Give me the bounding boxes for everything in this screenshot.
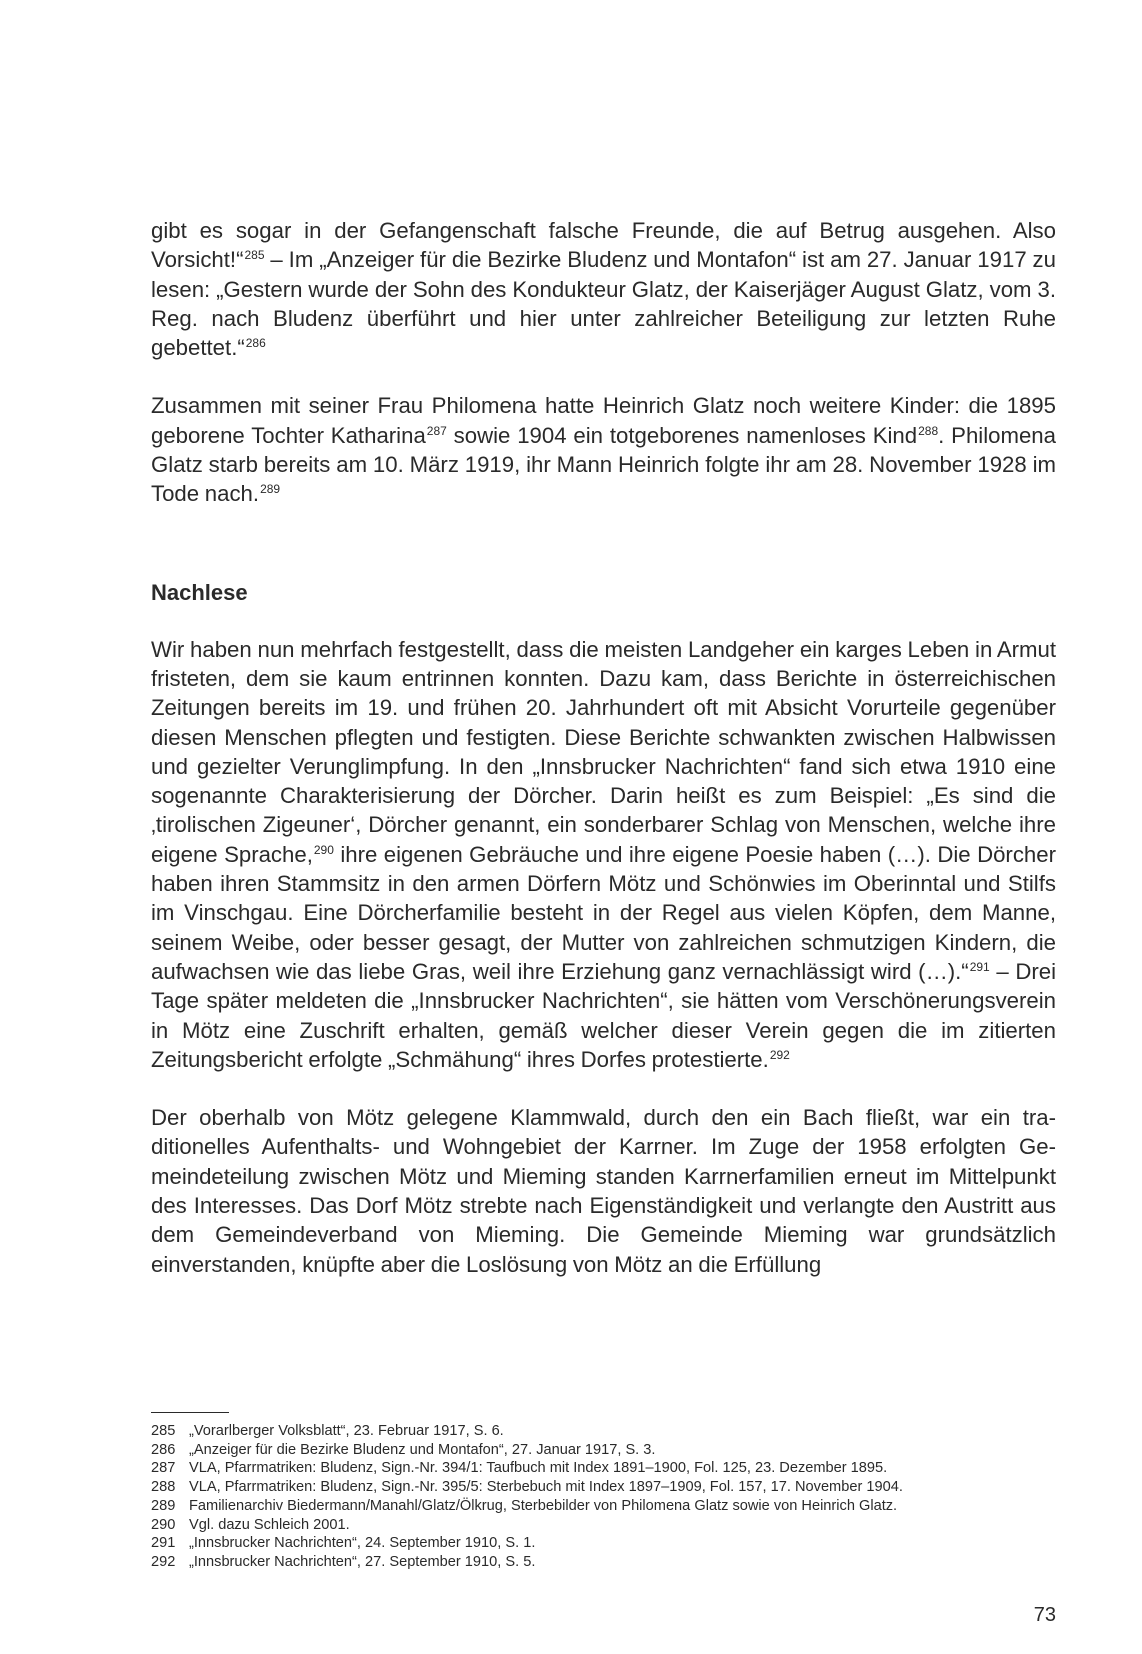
footnote-number: 289 [151, 1497, 176, 1514]
footnote-number: 290 [151, 1516, 176, 1533]
footnote [151, 1534, 1061, 1553]
footnote [151, 1497, 1061, 1516]
footnote [151, 1422, 1061, 1441]
text-run: sowie 1904 ein totgeborenes namenloses Kind [446, 422, 918, 448]
text-run: – Im „Anzeiger für die Bezirke Bludenz und Montafon“ ist am 27. Januar 1917 zu lesen: „Gestern wurde der Sohn des Kondukteur Glatz, der Kaiserjäger August Glatz, vom 3. Reg. nach Bludenz überführt und hier unter zahlreicher Beteiligung zur letzten Ruhe gebettet.“ [151, 247, 1056, 361]
footnote-ref: 291 [969, 959, 990, 974]
footnote-text: Familienarchiv Biedermann/Manahl/Glatz/Ölkrug, Sterbebilder von Philomena Glatz sowie von Heinrich Glatz. [189, 1497, 898, 1514]
text-run: Wir haben nun mehrfach festgestellt, dass die meisten Landgeher ein karges Leben in Armut fristeten, dem sie kaum entrinnen konnten. Dazu kam, dass Berichte in österreichischen Zeitungen bereits im 19. und frühen 20. Jahrhundert oft mit Absicht Vorurteile gegenüber diesen Menschen pflegten und festigten. Diese Berichte schwankten zwischen Halbwissen und gezielter Verunglimpfung. In den „Innsbrucker Nachrichten“ fand sich etwa 1910 eine sogenannte Charakterisierung der Dörcher. Darin heißt es zum Beispiel: „Es sind die ‚tirolischen Zigeuner‘, Dörcher genannt, ein sonderbarer Schlag von Menschen, welche ihre eigene Sprache, [151, 636, 1056, 867]
footnote-text: „Innsbrucker Nachrichten“, 27. September 1910, S. 5. [189, 1553, 536, 1570]
paragraph-3 [151, 635, 1056, 1074]
footnote-text: Vgl. dazu Schleich 2001. [189, 1516, 350, 1533]
footnote-ref: 287 [426, 423, 447, 438]
footnote-text: „Vorarlberger Volksblatt“, 23. Februar 1917, S. 6. [189, 1423, 504, 1439]
footnote [151, 1459, 1061, 1478]
footnote-ref: 286 [245, 336, 266, 351]
footnote-text: „Anzeiger für die Bezirke Bludenz und Montafon“, 27. Januar 1917, S. 3. [189, 1441, 656, 1458]
footnote-number: 291 [151, 1535, 176, 1552]
footnote-ref: 289 [260, 482, 281, 497]
paragraph-2 [151, 391, 1056, 508]
footnote-text: „Innsbrucker Nachrichten“, 24. September 1910, S. 1. [189, 1535, 536, 1552]
footnote-number: 285 [151, 1423, 176, 1439]
paragraph-1 [151, 216, 1056, 362]
footnote-text: VLA, Pfarrmatriken: Bludenz, Sign.-Nr. 395/5: Sterbebuch mit Index 1897–1909, Fol. 157, 17. November 1904. [189, 1479, 903, 1496]
footnote-text: VLA, Pfarrmatriken: Bludenz, Sign.-Nr. 394/1: Taufbuch mit Index 1891–1900, Fol. 125, 23. Dezember 1895. [189, 1460, 888, 1477]
footnote-ref: 285 [244, 248, 265, 263]
footnote-number: 286 [151, 1441, 176, 1458]
footnote [151, 1478, 1061, 1497]
footnote-separator [151, 1412, 229, 1413]
footnote-ref: 290 [313, 842, 334, 857]
main-text [151, 216, 1056, 1279]
text-run: Der oberhalb von Mötz gelegene Klammwald, durch den ein Bach fließt, war ein traditionelles Aufenthalts- und Wohngebiet der Karrner. Im Zuge der 1958 erfolgten Gemeindeteilung zwischen Mötz und Mieming standen Karrnerfamilien erneut im Mittelpunkt des Interesses. Das Dorf Mötz strebte nach Eigenständigkeit und verlangte den Austritt aus dem Gemeindeverband von Mieming. Die Gemeinde Mieming war grundsätzlich einverstanden, knüpfte aber die Loslösung von Mötz an die Erfüllung [151, 1105, 1056, 1277]
footnote-ref: 292 [769, 1047, 790, 1062]
footnote [151, 1516, 1061, 1535]
text-run: ihre eigenen Gebräuche und ihre eigene Poesie haben (…). Die Dörcher haben ihren Stammsitz in den armen Dörfern Mötz und Schönwies im Oberinntal und Stilfs im Vinschgau. Eine Dörcherfamilie besteht in der Regel aus vielen Köpfen, dem Manne, seinem Weibe, oder besser gesagt, der Mutter von zahlreichen schmutzigen Kindern, die aufwachsen wie das liebe Gras, weil ihre Erziehung ganz vernachlässigt wird (…).“ [151, 841, 1056, 984]
footnote-ref: 288 [918, 423, 939, 438]
footnote-number: 287 [151, 1460, 176, 1477]
footnote [151, 1553, 1061, 1572]
text-run: gibt es sogar in der Gefangenschaft falsche Freunde, die auf Betrug ausgehen. Also Vorsicht!“ [151, 218, 1056, 273]
footnotes [151, 1422, 1061, 1572]
text-run: – Drei Tage später meldeten die „Innsbrucker Nachrichten“, sie hätten vom Verschönerungsverein in Mötz eine Zuschrift erhalten, gemäß welcher dieser Verein gegen die im zitierten Zeitungsbericht erfolgte „Schmähung“ ihres Dorfes protestierte. [151, 958, 1056, 1072]
paragraph-4 [151, 1103, 1056, 1279]
footnote-number: 292 [151, 1553, 176, 1570]
page-number: 73 [1033, 1604, 1056, 1626]
text-run: . Philomena Glatz starb bereits am 10. März 1919, ihr Mann Heinrich folgte ihr am 28. November 1928 im Tode nach. [151, 422, 1056, 507]
text-run: Zusammen mit seiner Frau Philomena hatte Heinrich Glatz noch weitere Kinder: die 1895 geborene Tochter Katharina [151, 393, 1056, 448]
section-heading: Nachlese [151, 579, 248, 605]
footnote [151, 1441, 1061, 1460]
footnote-number: 288 [151, 1479, 176, 1496]
